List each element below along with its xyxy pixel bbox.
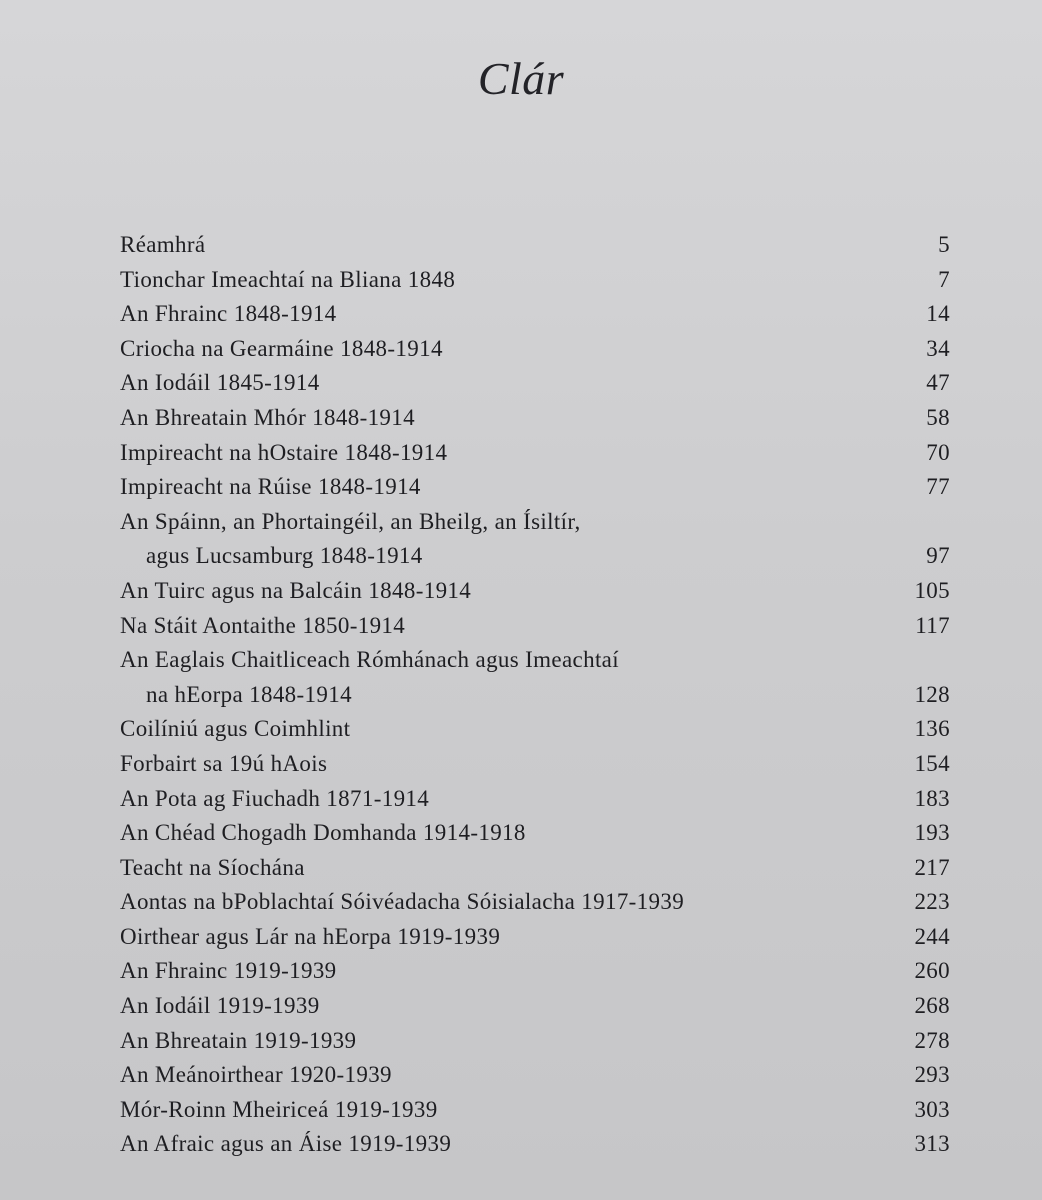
toc-entry-title <box>120 297 870 332</box>
toc-entry-title <box>120 470 870 505</box>
toc-entry-title-line: An Chéad Chogadh Domhanda 1914-1918 <box>120 820 526 846</box>
toc-entry-title-line: Aontas na bPoblachtaí Sóivéadacha Sóisialacha 1917-1939 <box>120 889 685 915</box>
toc-entry-title-line: Na Stáit Aontaithe 1850-1914 <box>120 612 406 638</box>
toc-entry-page-number: 128 <box>914 681 950 707</box>
toc-entry <box>120 470 950 505</box>
toc-entry-title-line: An Tuirc agus na Balcáin 1848-1914 <box>120 577 472 603</box>
toc-entry-title <box>120 1024 870 1059</box>
toc-entry <box>120 643 950 712</box>
toc-entry-page-number: 34 <box>926 335 950 361</box>
toc-entry-page-number: 47 <box>926 370 950 396</box>
toc-entry-title <box>120 366 870 401</box>
toc-entry <box>120 263 950 298</box>
toc-entry-title-continuation: na hEorpa 1848-1914 <box>146 681 352 707</box>
toc-entry <box>120 989 950 1024</box>
toc-entry-page-number: 136 <box>914 716 950 742</box>
toc-entry-title-line: Teacht na Síochána <box>120 854 305 880</box>
toc-entry-title <box>120 436 870 471</box>
toc-entry <box>120 712 950 747</box>
toc-entry <box>120 954 950 989</box>
toc-entry-title <box>120 885 870 920</box>
toc-entry-title <box>120 228 870 263</box>
toc-entry <box>120 1127 950 1162</box>
toc-entry-title-line: Tionchar Imeachtaí na Bliana 1848 <box>120 266 456 292</box>
toc-entry-title-line: An Afraic agus an Áise 1919-1939 <box>120 1131 452 1157</box>
toc-entry <box>120 297 950 332</box>
toc-entry-title <box>120 816 870 851</box>
toc-entry-title-line: Impireacht na Rúise 1848-1914 <box>120 474 421 500</box>
toc-entry-title <box>120 263 870 298</box>
toc-entry <box>120 505 950 574</box>
toc-entry-page-number: 313 <box>914 1131 950 1157</box>
toc-entry-title <box>120 1058 870 1093</box>
toc-entry <box>120 816 950 851</box>
toc-entry <box>120 401 950 436</box>
toc-entry-title-line: An Fhrainc 1848-1914 <box>120 301 337 327</box>
toc-entry-page-number: 14 <box>926 301 950 327</box>
toc-entry-page-number: 5 <box>938 232 950 257</box>
toc-entry-title <box>120 747 870 782</box>
toc-entry-page-number: 217 <box>914 854 950 880</box>
toc-entry-title <box>120 782 870 817</box>
toc-entry-title <box>120 643 870 712</box>
page-title: Clár <box>477 53 565 104</box>
toc-entry-title <box>120 505 870 574</box>
toc-entry-page-number: 183 <box>914 785 950 811</box>
table-of-contents <box>120 228 950 1162</box>
toc-entry-page-number: 97 <box>926 543 950 569</box>
toc-entry-title-line: An Iodáil 1919-1939 <box>120 993 320 1019</box>
toc-entry-page-number: 278 <box>914 1027 950 1053</box>
toc-entry-title <box>120 609 870 644</box>
toc-entry-title <box>120 332 870 367</box>
toc-entry-title <box>120 1093 870 1128</box>
toc-entry-title-line: An Meánoirthear 1920-1939 <box>120 1062 392 1088</box>
toc-entry-title-continuation: agus Lucsamburg 1848-1914 <box>146 543 423 569</box>
toc-entry <box>120 366 950 401</box>
toc-entry <box>120 885 950 920</box>
toc-entry <box>120 609 950 644</box>
toc-entry-title-line: Coilíniú agus Coimhlint <box>120 716 351 742</box>
toc-entry-title-line: Forbairt sa 19ú hAois <box>120 750 328 776</box>
toc-entry-title-line: An Eaglais Chaitliceach Rómhánach agus Imeachtaí <box>120 647 619 673</box>
toc-entry-page-number: 117 <box>915 612 950 638</box>
toc-entry-title <box>120 574 870 609</box>
toc-entry-page-number: 58 <box>926 404 950 430</box>
toc-entry <box>120 920 950 955</box>
toc-entry-page-number: 244 <box>914 923 950 949</box>
toc-entry-page-number: 7 <box>938 266 950 292</box>
toc-entry <box>120 228 950 263</box>
toc-entry-page-number: 77 <box>926 474 950 500</box>
toc-entry <box>120 851 950 886</box>
toc-entry <box>120 747 950 782</box>
toc-entry-page-number: 268 <box>914 993 950 1019</box>
toc-entry <box>120 782 950 817</box>
toc-entry-title-line: Mór-Roinn Mheiriceá 1919-1939 <box>120 1096 438 1122</box>
toc-entry-title-line: Criocha na Gearmáine 1848-1914 <box>120 335 443 361</box>
toc-entry-page-number: 303 <box>914 1096 950 1122</box>
toc-entry-title <box>120 920 870 955</box>
toc-entry <box>120 1024 950 1059</box>
toc-entry <box>120 1093 950 1128</box>
toc-entry <box>120 436 950 471</box>
toc-entry-page-number: 154 <box>914 750 950 776</box>
toc-entry-title-line: An Fhrainc 1919-1939 <box>120 958 337 984</box>
toc-entry-title-line: Oirthear agus Lár na hEorpa 1919-1939 <box>120 923 501 949</box>
toc-entry-title-line: An Bhreatain 1919-1939 <box>120 1027 357 1053</box>
toc-entry-page-number: 260 <box>914 958 950 984</box>
toc-entry-page-number: 193 <box>914 820 950 846</box>
toc-entry-title <box>120 401 870 436</box>
toc-entry <box>120 574 950 609</box>
toc-entry-title-line: Réamhrá <box>120 232 206 257</box>
toc-entry <box>120 332 950 367</box>
toc-entry-title <box>120 851 870 886</box>
toc-entry-title-line: An Iodáil 1845-1914 <box>120 370 320 396</box>
toc-entry-page-number: 70 <box>926 439 950 465</box>
toc-entry-title <box>120 989 870 1024</box>
toc-entry-title-line: An Pota ag Fiuchadh 1871-1914 <box>120 785 430 811</box>
toc-entry-title-line: An Spáinn, an Phortaingéil, an Bheilg, an Ísiltír, <box>120 508 581 534</box>
toc-entry-page-number: 223 <box>914 889 950 915</box>
toc-entry-title <box>120 954 870 989</box>
toc-entry-title <box>120 712 870 747</box>
toc-entry <box>120 1058 950 1093</box>
toc-entry-page-number: 293 <box>914 1062 950 1088</box>
toc-entry-page-number: 105 <box>914 577 950 603</box>
toc-entry-title-line: An Bhreatain Mhór 1848-1914 <box>120 404 415 430</box>
toc-entry-title <box>120 1127 870 1162</box>
toc-entry-title-line: Impireacht na hOstaire 1848-1914 <box>120 439 448 465</box>
